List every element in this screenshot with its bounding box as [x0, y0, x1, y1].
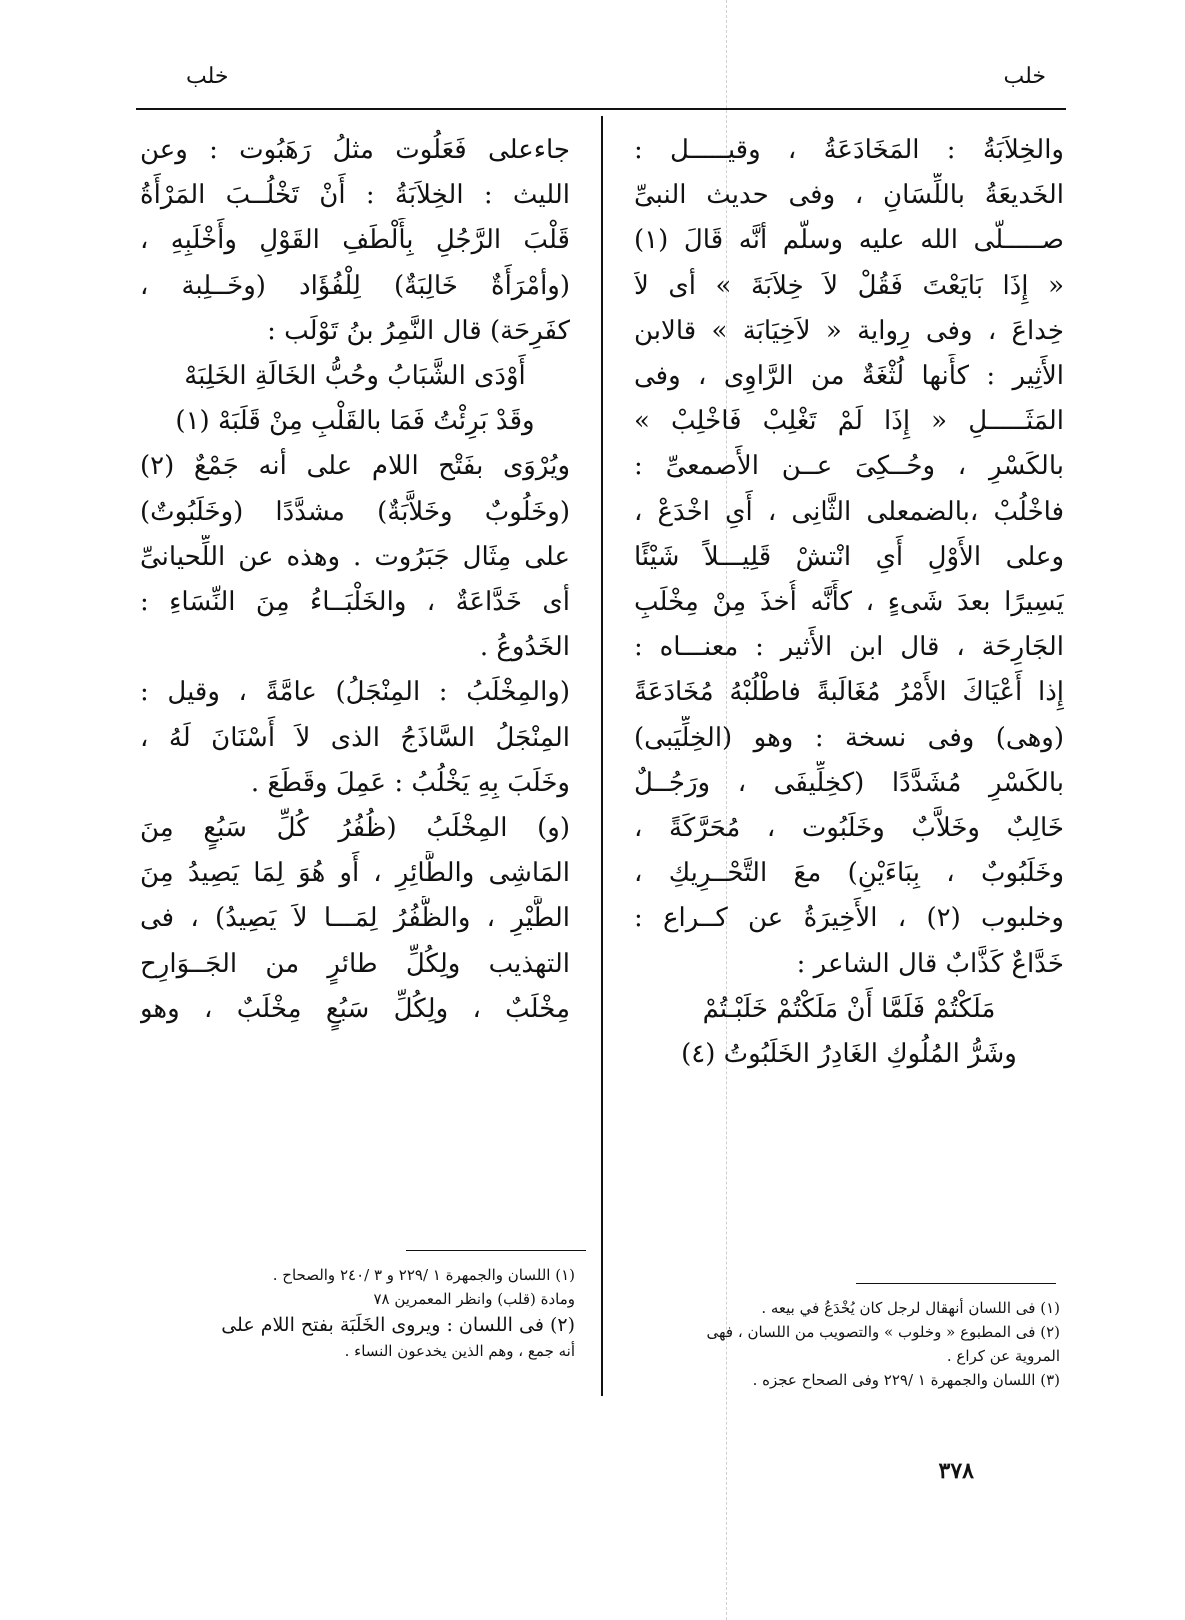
text-line: أى خَدَّاعَةٌ ، والخَلْبَــاءُ مِنَ النِّسَاءِ : [140, 587, 570, 618]
text-line: بالكَسْرِ مُشَدَّدًا (كخِلِّيفَى ، ورَجُــلٌ [634, 767, 1064, 798]
footnote: (٢) فى اللسان : ويروى الخَلَبَة بفتح اللام على [221, 1314, 575, 1336]
text-line: (وخَلُوبٌ وخَلاَّبَةٌ) مشدَّدًا (وخَلَبُوتٌ) [140, 496, 570, 527]
text-line: (و) المِخْلَبُ (ظُفُرُ كُلِّ سَبُعٍ مِنَ [140, 813, 570, 844]
text-line: ويُرْوَى بفَتْح اللام على أنه جَمْعٌ (٢) [140, 451, 570, 482]
footnote: (٣) اللسان والجمهرة ١ /٢٢٩ وفى الصحاح عجزه . [752, 1371, 1060, 1389]
footnote: المروية عن كراع . [946, 1347, 1060, 1365]
footnote-rule-right [856, 1283, 1056, 1284]
text-line: إِذا أَعْيَاكَ الأَمْرُ مُغَالَبةً فاطْلُبْهُ مُخَادَعَةً [634, 677, 1064, 708]
footnote-rule-left [406, 1250, 586, 1251]
text-line: كفَرِحَة) قال النَّمِرُ بنُ تَوْلَب : [267, 315, 570, 346]
footnote: أنه جمع ، وهم الذين يخدعون النساء . [344, 1342, 575, 1360]
text-line: صـــــلّى الله عليه وسلّم أنَّه قَالَ (١) [634, 225, 1064, 256]
text-line: بالكَسْرِ ، وحُــكِىَ عــن الأَصمعىِّ : [634, 451, 1064, 482]
running-header [136, 58, 1066, 98]
verse-line: وقَدْ بَرِئْتُ فَمَا بالقَلْبِ مِنْ قَلَبَهْ (١) [175, 406, 535, 437]
text-line: « إِذَا بَايَعْتَ فَقُلْ لاَ خِلاَبَةَ » أى لاَ [634, 270, 1064, 301]
header-rule [136, 108, 1066, 110]
text-line: (وهى) وفى نسخة : وهو (الخِلِّيَبى) [634, 722, 1064, 753]
text-line: (والمِخْلَبُ : المِنْجَلُ) عامَّةً ، وقيل : [140, 677, 570, 708]
text-line: (وأمْرَأَةٌ خَالِبَةٌ) لِلْفُؤَاد (وخَــلِبة ، [140, 270, 570, 301]
dictionary-page [136, 58, 1066, 1498]
column-divider [601, 116, 603, 1396]
footnotes-left [150, 1263, 575, 1363]
header-word-right: خلب [1003, 64, 1046, 89]
text-line: جاءعلى فَعَلُوت مثلُ رَهَبُوت : وعن [140, 135, 570, 165]
text-line: المَاشِى والطَّائِرِ ، أَو هُوَ لِمَا يَصِيدُ مِنَ [140, 858, 570, 889]
verse-line: أَوْدَى الشَّبَابُ وحُبُّ الخَالَةِ الخَلِبَهْ [184, 361, 526, 392]
text-line: قَلْبَ الرَّجُلِ بِأَلْطَفِ القَوْلِ وأَخْلَبِهِ ، [140, 225, 570, 256]
text-line: وخَلَبُوبٌ ، بِبَاءَيْنِ) معَ التَّحْــرِيكِ ، [634, 858, 1064, 889]
text-line: التهذيب ولِكُلِّ طائرٍ من الجَــوَارِح [140, 948, 570, 979]
text-line: الطَّيْرِ ، والظُّفُرُ لِمَـــا لاَ يَصِيدُ) ، فى [140, 903, 570, 934]
text-line: وخلبوب (٢) ، الأَخِيرَةُ عن كــراع : [634, 903, 1064, 934]
header-word-left: خلب [186, 64, 229, 89]
left-column [140, 128, 570, 1032]
footnote: (١) اللسان والجمهرة ١ /٢٢٩ و ٣ /٢٤٠ والصحاح . [272, 1266, 575, 1284]
footnote: (٢) فى المطبوع « وخلوب » والتصويب من اللسان ، فهى [706, 1323, 1060, 1341]
right-column [634, 128, 1064, 1077]
text-line: خِداعَ ، وفى رِواية « لاَخِيَابَة » قالابن [634, 315, 1064, 346]
text-line: وخَلَبَ بِهِ يَخْلُبُ : عَمِلَ وقَطَعَ . [250, 767, 570, 798]
text-line: خَالِبٌ وخَلاَّبٌ وخَلَبُوت ، مُحَرَّكَةً ، [634, 813, 1064, 844]
text-line: يَسِيرًا بعدَ شَىءٍ ، كأَنَّه أُخذَ مِنْ مِخْلَبِ [634, 587, 1064, 618]
text-line: خَدَّاعٌ كَذَّابٌ قال الشاعر : [796, 948, 1064, 979]
footnotes-right [635, 1296, 1060, 1392]
verse-line: مَلَكْتُمْ فَلَمَّا أَنْ مَلَكْتُمْ خَلَبْـتُمْ [702, 993, 996, 1024]
text-line: المَثَـــــلِ « إِذَا لَمْ تَغْلِبْ فَاخْلِبْ » [634, 406, 1064, 437]
page-number: ٣٧٨ [938, 1458, 974, 1484]
text-line: المِنْجَلُ السَّاذَجُ الذى لاَ أَسْنَانَ لَهُ ، [140, 722, 570, 753]
text-line: الخَديعَةُ باللِّسَانِ ، وفى حديث النبىِّ [634, 180, 1064, 211]
text-line: الجَارِحَة ، قال ابن الأَثير : معنـــاه : [634, 632, 1064, 663]
text-line: الخَدُوعُ . [479, 632, 570, 663]
text-line: فاخْلُبْ ،بالضمعلى الثَّانِى ، أَىِ اخْدَعْ ، [634, 496, 1064, 527]
text-line: والخِلاَبَةُ : المَخَادَعَةُ ، وقيـــــل : [634, 135, 1064, 165]
text-line: وعلى الأَوْلِ أَىِ انْتشْ قَلِيـــلاً شَيْئًا [634, 541, 1064, 572]
text-line: الأَثِير : كأَنها لُثْغَةٌ من الرَّاوِى ، وفى [634, 361, 1064, 392]
text-line: على مِثَال جَبَرُوت . وهذه عن اللِّحيانىِّ [140, 541, 570, 572]
verse-line: وشَرُّ المُلُوكِ الغَادِرُ الخَلَبُوتُ (٤) [681, 1039, 1017, 1070]
text-line: مِخْلَبٌ ، ولِكُلِّ سَبُعٍ مِخْلَبٌ ، وهو [140, 993, 570, 1024]
text-line: الليث : الخِلاَبَةُ : أَنْ تَخْلُــبَ المَرْأَةُ [140, 180, 570, 211]
footnote: (١) فى اللسان أنهقال لرجل كان يُخْدَعُ في بيعه . [761, 1299, 1060, 1317]
footnote: ومادة (قلب) وانظر المعمرين ٧٨ [373, 1290, 575, 1308]
